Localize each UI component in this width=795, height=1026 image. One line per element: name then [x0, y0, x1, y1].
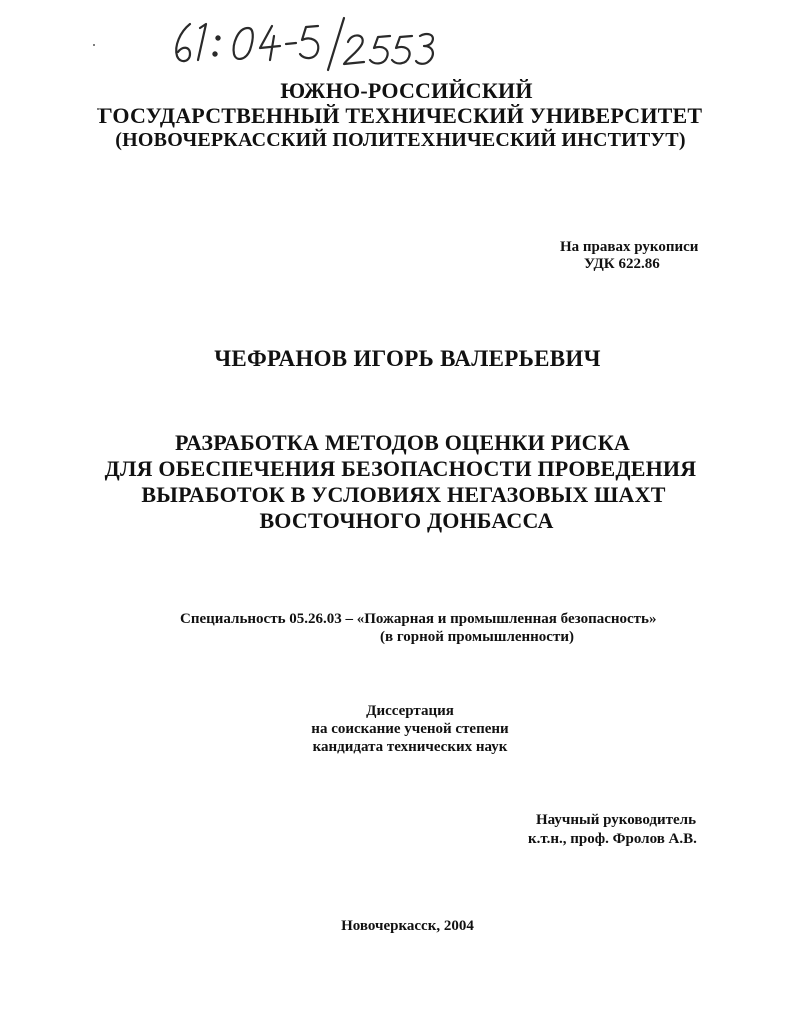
advisor-label: Научный руководитель — [536, 812, 696, 828]
dissertation-title — [0, 430, 795, 534]
dissertation-line-1: Диссертация — [366, 703, 454, 719]
specialty-block — [180, 610, 740, 646]
dissertation-line-2: на соискание ученой степени — [311, 721, 509, 737]
udk-code: УДК 622.86 — [584, 256, 660, 272]
university-name-line-1: ЮЖНО-РОССИЙСКИЙ — [280, 78, 533, 103]
scan-speck — [93, 44, 95, 46]
specialty-line-1: Специальность 05.26.03 – «Пожарная и промышленная безопасность» — [180, 611, 657, 627]
title-line-2: ДЛЯ ОБЕСПЕЧЕНИЯ БЕЗОПАСНОСТИ ПРОВЕДЕНИЯ — [104, 456, 697, 481]
handwritten-archive-code — [168, 14, 448, 76]
university-name-line-3: (НОВОЧЕРКАССКИЙ ПОЛИТЕХНИЧЕСКИЙ ИНСТИТУТ) — [115, 129, 686, 151]
advisor-name: к.т.н., проф. Фролов А.В. — [528, 831, 697, 847]
dissertation-line-3: кандидата технических наук — [312, 739, 508, 755]
manuscript-rights-label: На правах рукописи — [560, 239, 699, 255]
handwritten-code-drawing — [168, 14, 448, 76]
city-year — [0, 918, 795, 935]
title-line-3: ВЫРАБОТОК В УСЛОВИЯХ НЕГАЗОВЫХ ШАХТ — [141, 482, 666, 507]
scientific-advisor-block — [528, 811, 748, 849]
dissertation-type-block — [290, 702, 530, 756]
university-header — [0, 78, 795, 153]
title-line-4: ВОСТОЧНОГО ДОНБАССА — [259, 508, 554, 533]
author-name-text: ЧЕФРАНОВ ИГОРЬ ВАЛЕРЬЕВИЧ — [214, 346, 601, 371]
specialty-line-2: (в горной промышленности) — [380, 629, 574, 645]
manuscript-rights-block — [560, 239, 740, 273]
city-year-text: Новочеркасск, 2004 — [341, 918, 474, 934]
title-line-1: РАЗРАБОТКА МЕТОДОВ ОЦЕНКИ РИСКА — [175, 430, 630, 455]
university-name-line-2: ГОСУДАРСТВЕННЫЙ ТЕХНИЧЕСКИЙ УНИВЕРСИТЕТ — [98, 103, 703, 128]
author-name — [0, 346, 795, 372]
